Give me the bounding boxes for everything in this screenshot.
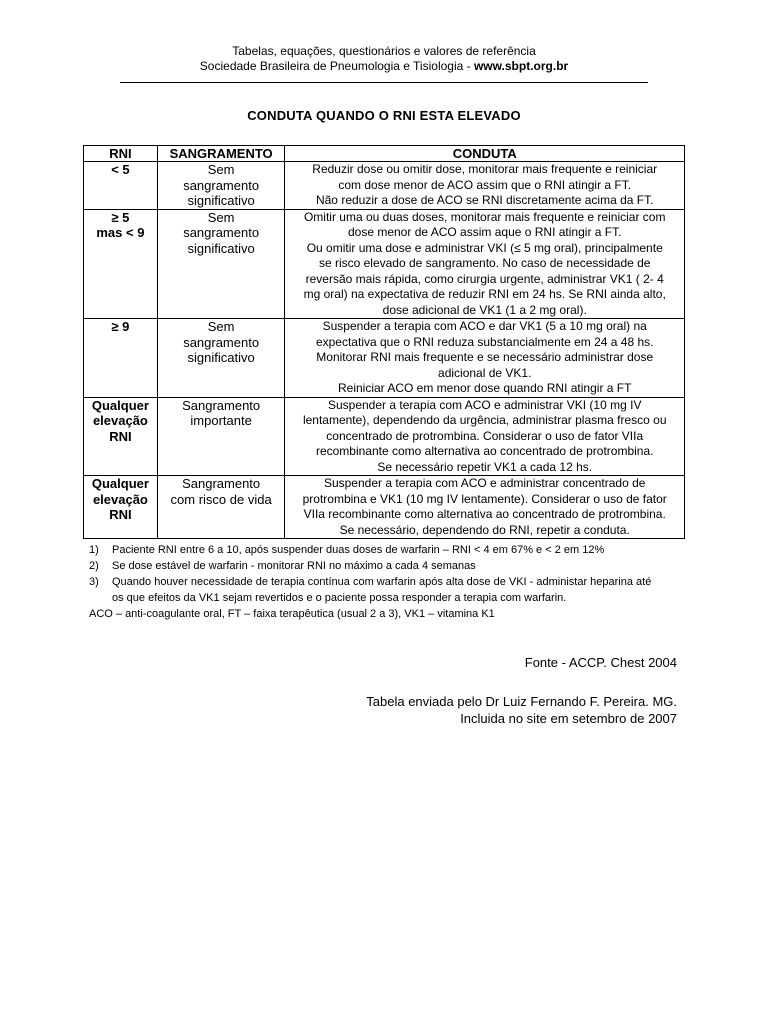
conduta-line: Suspender a terapia com ACO e administrar concentrado de: [323, 476, 646, 490]
table-row: [84, 209, 685, 319]
table-row: [84, 319, 685, 398]
sangramento-cell: [157, 397, 285, 476]
conduta-table: [83, 145, 685, 539]
conduta-line: mg oral) na expectativa de reduzir RNI em 24 hs. Se RNI ainda alto,: [303, 287, 666, 301]
credit-line-1: Tabela enviada pelo Dr Luiz Fernando F. Pereira. MG.: [366, 694, 677, 709]
rni-cell: [84, 319, 158, 398]
rni-cell: [84, 162, 158, 210]
sangramento-line: Sem: [207, 209, 235, 225]
conduta-line: com dose menor de ACO assim que o RNI atingir a FT.: [338, 177, 632, 192]
conduta-line: dose adicional de VK1 (1 a 2 mg oral).: [382, 302, 587, 317]
conduta-line: Se necessário, dependendo do RNI, repetir a conduta.: [339, 522, 630, 537]
table-header-row: [84, 146, 685, 162]
rni-line: mas < 9: [96, 225, 145, 240]
header-sangramento: SANGRAMENTO: [157, 146, 285, 162]
page-title: CONDUTA QUANDO O RNI ESTA ELEVADO: [247, 108, 521, 123]
sangramento-cell: [157, 209, 285, 319]
rni-cell: [84, 397, 158, 476]
rni-line: RNI: [109, 507, 132, 522]
sangramento-line: Sangramento: [182, 476, 261, 491]
conduta-line: Não reduzir a dose de ACO se RNI discretamente acima da FT.: [315, 193, 654, 207]
rni-line: elevação: [92, 413, 148, 428]
footnote-2: [89, 558, 679, 574]
rni-line: elevação: [92, 491, 148, 507]
conduta-cell: [285, 162, 685, 210]
conduta-line: VIIa recombinante como alternativa ao concentrado de protrombina.: [303, 507, 666, 521]
sangramento-line: sangramento: [183, 177, 260, 193]
footnote-text: Quando houver necessidade de terapia contínua com warfarin após alta dose de VKI - administar heparina até: [112, 576, 652, 588]
header-rni: RNI: [84, 146, 158, 162]
footnote-number: 3): [89, 576, 99, 588]
sangramento-line: Sem: [207, 319, 235, 334]
footnote-text: Paciente RNI entre 6 a 10, após suspender duas doses de warfarin – RNI < 4 em 67% e < 2 em 12%: [112, 544, 605, 556]
rni-line: ≥ 9: [111, 319, 130, 334]
sangramento-cell: [157, 319, 285, 398]
credit-line-2: Incluida no site em setembro de 2007: [460, 711, 677, 726]
conduta-line: protrombina e VK1 (10 mg IV lentamente). Considerar o uso de fator: [302, 491, 667, 506]
header-divider: [120, 82, 648, 83]
header-line-1: Tabelas, equações, questionários e valores de referência: [232, 44, 536, 58]
footnote-3: [89, 574, 679, 590]
sangramento-line: importante: [190, 413, 252, 428]
rni-cell: [84, 476, 158, 539]
abbreviations: ACO – anti-coagulante oral, FT – faixa terapêutica (usual 2 a 3), VK1 – vitamina K1: [89, 608, 495, 620]
footnotes: [89, 542, 679, 622]
rni-line: Qualquer: [91, 397, 149, 413]
conduta-line: recombinante como alternativa ao concentrado de protrombina.: [315, 444, 654, 458]
footnote-number: 1): [89, 544, 99, 556]
sangramento-cell: [157, 162, 285, 210]
sangramento-line: Sem: [207, 162, 235, 177]
source-citation: Fonte - ACCP. Chest 2004: [524, 655, 677, 670]
conduta-line: Omitir uma ou duas doses, monitorar mais frequente e reiniciar com: [303, 209, 666, 224]
footnote-3-continuation: os que efeitos da VK1 sejam revertidos e o paciente possa responder a terapia com warfarin.: [112, 592, 567, 604]
table-row: [84, 476, 685, 539]
conduta-line: se risco elevado de sangramento. No caso de necessidade de: [318, 256, 651, 270]
sangramento-line: significativo: [187, 350, 255, 365]
header-conduta: CONDUTA: [285, 146, 685, 162]
sangramento-line: Sangramento: [182, 397, 261, 413]
rni-cell: [84, 209, 158, 319]
conduta-line: lentamente), dependendo da urgência, administrar plasma fresco ou: [302, 413, 667, 427]
conduta-line: expectativa que o RNI reduza substancialmente em 24 a 48 hs.: [315, 334, 654, 349]
header-society: Sociedade Brasileira de Pneumologia e Tisiologia -: [199, 59, 474, 73]
conduta-line: concentrado de protrombina. Considerar o uso de fator VIIa: [326, 428, 644, 443]
conduta-cell: [285, 319, 685, 398]
rni-line: RNI: [109, 428, 132, 444]
conduta-line: Se necessário repetir VK1 a cada 12 hs.: [377, 459, 593, 474]
conduta-line: dose menor de ACO assim aque o RNI atingir a FT.: [347, 225, 622, 239]
rni-line: ≥ 5: [111, 209, 130, 225]
conduta-line: Ou omitir uma dose e administrar VKI (≤ 5 mg oral), principalmente: [306, 240, 663, 255]
footnote-text: Se dose estável de warfarin - monitorar RNI no máximo a cada 4 semanas: [112, 560, 476, 572]
conduta-line: adicional de VK1.: [438, 365, 532, 380]
sangramento-line: sangramento: [183, 334, 260, 350]
conduta-line: reversão mais rápida, como cirurgia urgente, administrar VK1 ( 2- 4: [305, 271, 664, 286]
conduta-line: Monitorar RNI mais frequente e se necessário administrar dose: [316, 350, 654, 364]
rni-line: Qualquer: [91, 476, 149, 491]
sangramento-line: sangramento: [183, 225, 260, 240]
rni-line: < 5: [111, 162, 130, 177]
header-site-link[interactable]: www.sbpt.org.br: [473, 59, 569, 73]
header-line-2: [0, 59, 768, 74]
sangramento-cell: [157, 476, 285, 539]
footnote-1: [89, 542, 679, 558]
footnote-number: 2): [89, 560, 99, 572]
conduta-cell: [285, 397, 685, 476]
document-header: [0, 44, 768, 74]
conduta-line: Suspender a terapia com ACO e dar VK1 (5 a 10 mg oral) na: [322, 319, 647, 333]
sangramento-line: significativo: [187, 240, 255, 256]
conduta-cell: [285, 476, 685, 539]
conduta-cell: [285, 209, 685, 319]
conduta-line: Suspender a terapia com ACO e administrar VKI (10 mg IV: [327, 397, 642, 412]
conduta-line: Reiniciar ACO em menor dose quando RNI atingir a FT: [337, 381, 632, 395]
table-row: [84, 397, 685, 476]
table-row: [84, 162, 685, 210]
conduta-line: Reduzir dose ou omitir dose, monitorar mais frequente e reiniciar: [312, 162, 658, 176]
sangramento-line: significativo: [187, 193, 255, 208]
sangramento-line: com risco de vida: [170, 491, 272, 507]
